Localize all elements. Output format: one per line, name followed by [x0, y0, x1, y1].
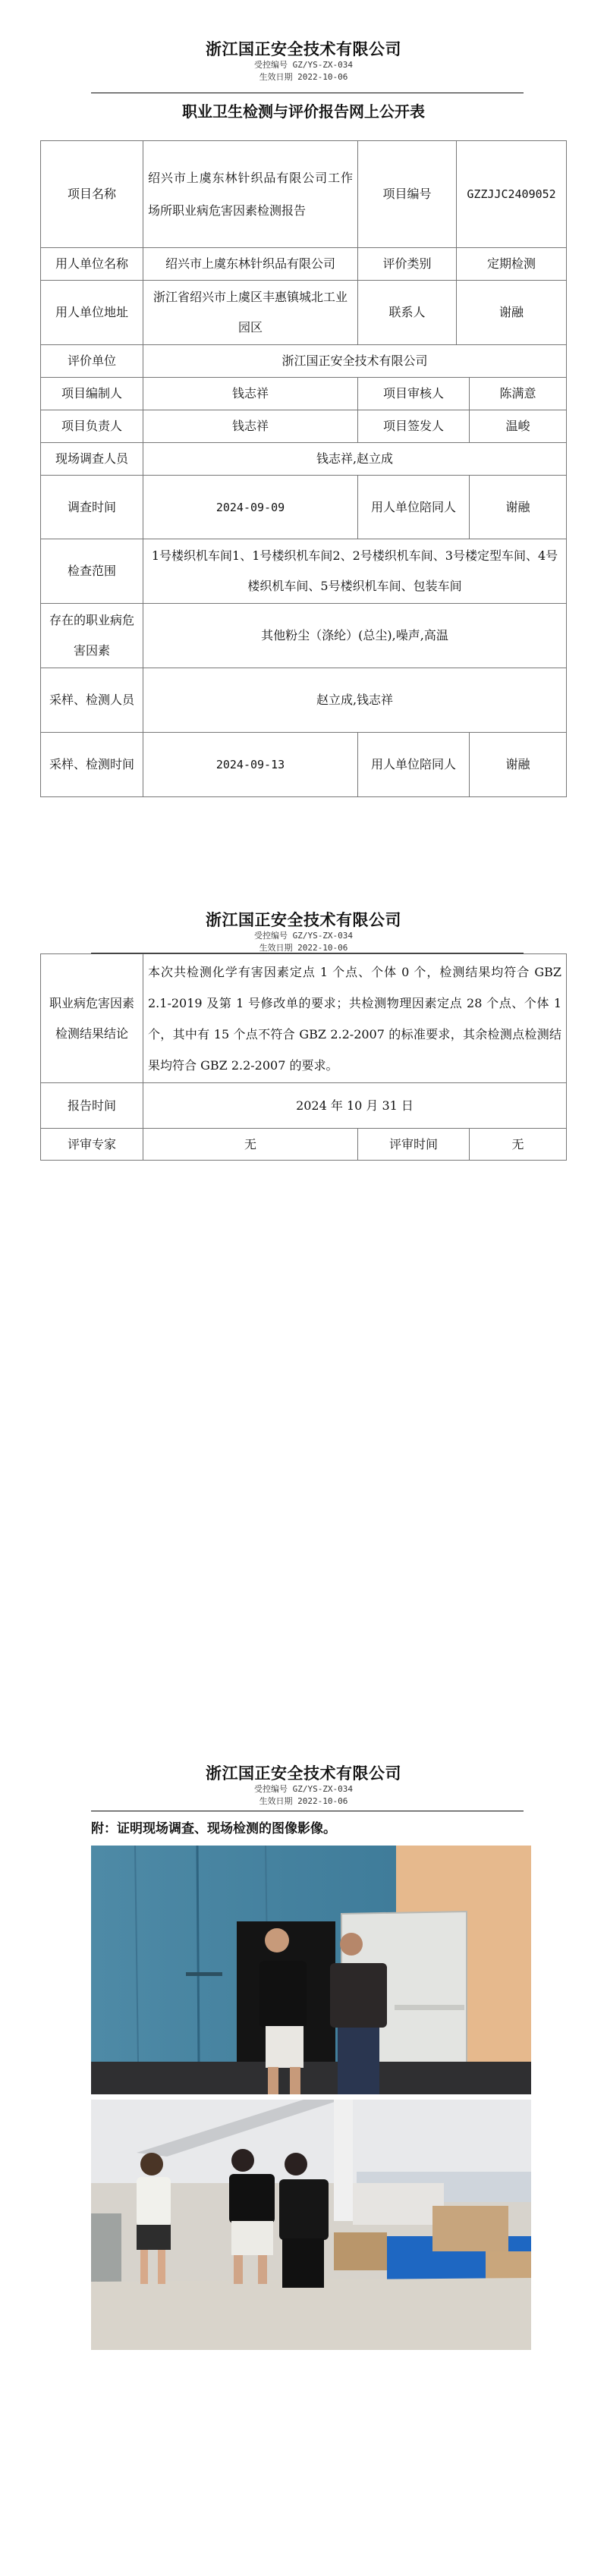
company-name: 浙江国正安全技术有限公司: [206, 910, 401, 929]
table-row: [41, 141, 567, 248]
sampling-time-value: 2024-09-13: [143, 733, 358, 797]
project-no-label: 项目编号: [358, 141, 457, 248]
control-number: 受控编号 GZ/YS-ZX-034: [253, 1784, 354, 1794]
project-name-label: 项目名称: [41, 141, 143, 248]
table-row: [41, 378, 567, 410]
conclusion-label: 职业病危害因素检测结果结论: [41, 954, 143, 1083]
project-no-value: GZZJJC2409052: [457, 141, 567, 248]
contact-value: 谢融: [457, 281, 567, 345]
sampling-time-label: 采样、检测时间: [41, 733, 143, 797]
survey-staff-label: 现场调查人员: [41, 443, 143, 476]
effective-date: 生效日期 2022-10-06: [259, 943, 348, 953]
table-row: [41, 443, 567, 476]
eval-type-value: 定期检测: [457, 248, 567, 281]
issuer-value: 温峻: [470, 410, 567, 443]
review-time-label: 评审时间: [358, 1129, 470, 1161]
site-testing-photo: [91, 2100, 531, 2350]
review-time-value: 无: [470, 1129, 567, 1161]
sampling-escort-label: 用人单位陪同人: [358, 733, 470, 797]
table-row: [41, 248, 567, 281]
table-row: [41, 604, 567, 668]
survey-escort-value: 谢融: [470, 476, 567, 539]
issuer-label: 项目签发人: [358, 410, 470, 443]
table-row: [41, 539, 567, 604]
page3-header: [0, 1764, 607, 1808]
eval-unit-label: 评价单位: [41, 345, 143, 378]
report-time-label: 报告时间: [41, 1083, 143, 1129]
table-row: [41, 476, 567, 539]
scope-label: 检查范围: [41, 539, 143, 604]
sampling-staff-label: 采样、检测人员: [41, 668, 143, 733]
survey-time-label: 调查时间: [41, 476, 143, 539]
reviewer-label: 项目审核人: [358, 378, 470, 410]
effective-date: 生效日期 2022-10-06: [259, 1796, 348, 1806]
review-expert-label: 评审专家: [41, 1129, 143, 1161]
survey-time-value: 2024-09-09: [143, 476, 358, 539]
scope-value: 1号楼织机车间1、1号楼织机车间2、2号楼织机车间、3号楼定型车间、4号楼织机车间、5号楼织机车间、包装车间: [143, 539, 567, 604]
table-row: [41, 345, 567, 378]
page1-header: [0, 39, 607, 83]
disclosure-table: [40, 140, 567, 797]
site-survey-photo: [91, 1846, 531, 2094]
form-title: 职业卫生检测与评价报告网上公开表: [182, 102, 425, 121]
sampling-escort-value: 谢融: [470, 733, 567, 797]
compiler-label: 项目编制人: [41, 378, 143, 410]
compiler-value: 钱志祥: [143, 378, 358, 410]
survey-escort-label: 用人单位陪同人: [358, 476, 470, 539]
sampling-staff-value: 赵立成,钱志祥: [143, 668, 567, 733]
report-time-value: 2024 年 10 月 31 日: [143, 1083, 567, 1129]
leader-label: 项目负责人: [41, 410, 143, 443]
leader-value: 钱志祥: [143, 410, 358, 443]
company-name: 浙江国正安全技术有限公司: [206, 39, 401, 58]
conclusion-value: 本次共检测化学有害因素定点 1 个点、个体 0 个，检测结果均符合 GBZ 2.1-2019 及第 1 号修改单的要求；共检测物理因素定点 28 个点、个体 1 个，其中有 15 个点不符合 GBZ 2.2-2007 的标准要求，其余检测点检测结果均符合 GBZ 2.2-2007 的要求。: [143, 954, 567, 1083]
table-row: [41, 410, 567, 443]
employer-addr-label: 用人单位地址: [41, 281, 143, 345]
table-row: [41, 733, 567, 797]
hazards-value: 其他粉尘（涤纶）(总尘),噪声,高温: [143, 604, 567, 668]
table-row: [41, 668, 567, 733]
conclusion-table: [40, 953, 567, 1161]
reviewer-value: 陈满意: [470, 378, 567, 410]
employer-addr-value: 浙江省绍兴市上虞区丰惠镇城北工业园区: [143, 281, 358, 345]
eval-type-label: 评价类别: [358, 248, 457, 281]
contact-label: 联系人: [358, 281, 457, 345]
effective-date: 生效日期 2022-10-06: [259, 72, 348, 82]
employer-name-value: 绍兴市上虞东林针织品有限公司: [143, 248, 358, 281]
table-row: [41, 281, 567, 345]
eval-unit-value: 浙江国正安全技术有限公司: [143, 345, 567, 378]
review-expert-value: 无: [143, 1129, 358, 1161]
photo-caption: 附：证明现场调查、现场检测的图像影像。: [91, 1821, 336, 1836]
control-number: 受控编号 GZ/YS-ZX-034: [253, 931, 354, 941]
survey-staff-value: 钱志祥,赵立成: [143, 443, 567, 476]
table-row: [41, 1083, 567, 1129]
employer-name-label: 用人单位名称: [41, 248, 143, 281]
company-name: 浙江国正安全技术有限公司: [206, 1764, 401, 1783]
hazards-label: 存在的职业病危害因素: [41, 604, 143, 668]
table-row: [41, 1129, 567, 1161]
page2-header: [0, 910, 607, 954]
table-row: [41, 954, 567, 1083]
project-name-value: 绍兴市上虞东林针织品有限公司工作场所职业病危害因素检测报告: [143, 141, 358, 248]
control-number: 受控编号 GZ/YS-ZX-034: [253, 60, 354, 70]
